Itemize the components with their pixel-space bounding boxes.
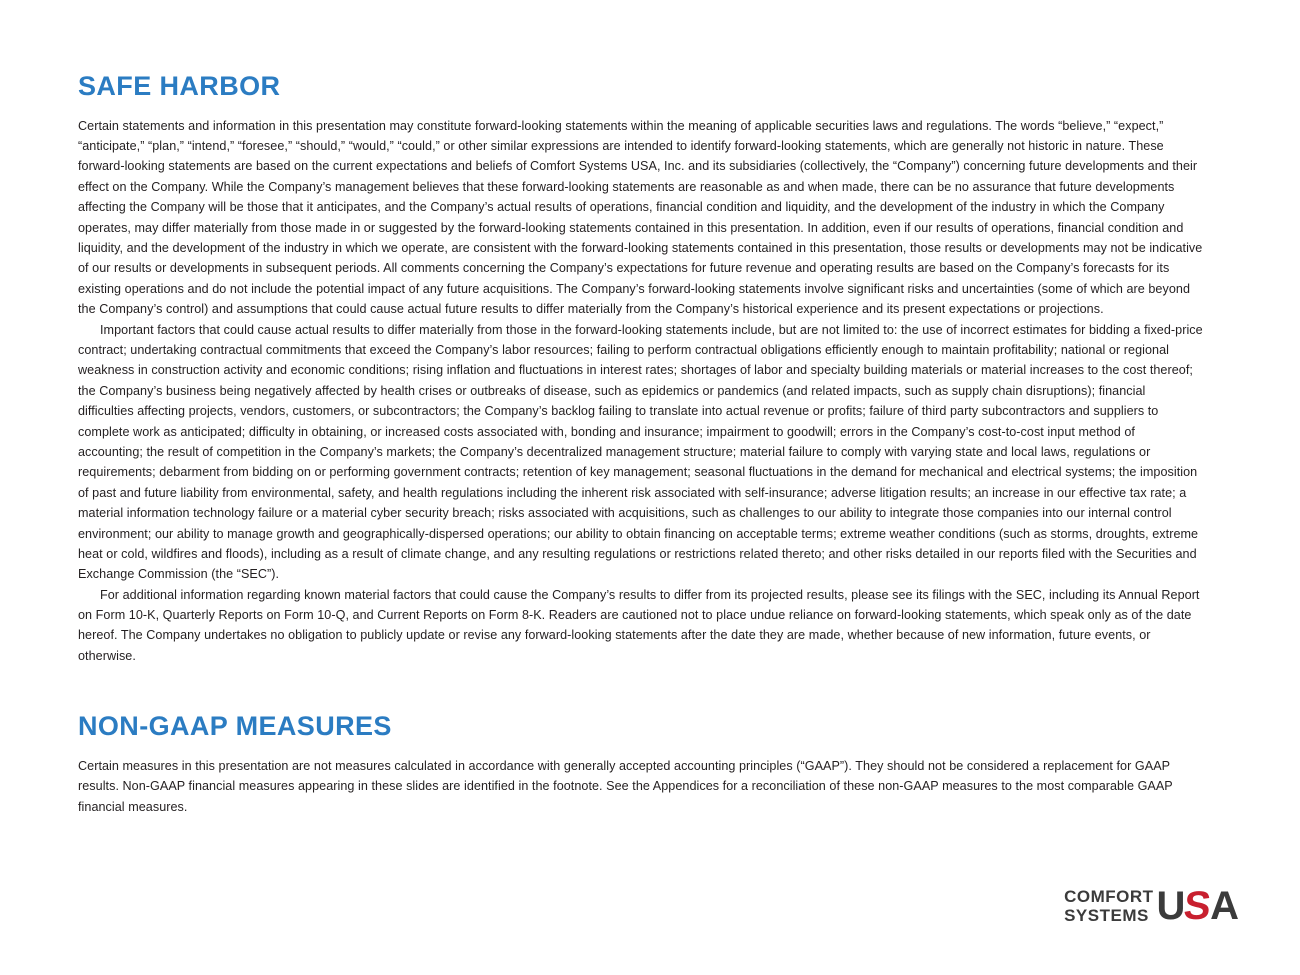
comfort-systems-usa-logo bbox=[1064, 885, 1238, 927]
logo-usa-mark bbox=[1157, 886, 1238, 926]
logo-wordmark bbox=[1064, 888, 1153, 924]
page-title: SAFE HARBOR bbox=[78, 71, 281, 101]
logo-line-1: COMFORT bbox=[1064, 887, 1154, 906]
logo-letter-u: U bbox=[1156, 884, 1185, 928]
slide-content bbox=[78, 72, 1203, 817]
non-gaap-title: NON-GAAP MEASURES bbox=[78, 711, 392, 742]
logo-letter-s: S bbox=[1182, 884, 1213, 928]
logo-letter-a: A bbox=[1210, 884, 1238, 928]
safe-harbor-paragraph-2: Important factors that could cause actual results to differ materially from those in the forward-looking statements include, but are not limited to: the use of incorrect estimates for bidding a fixed-price contract; undertaking contractual commitments that exceed the Company’s labor resources; failing to perform contractual obligations efficiently enough to maintain profitability; national or regional weakness in construction activity and economic conditions; rising inflation and fluctuations in interest rates; shortages of labor and specialty building materials or material increases to the cost thereof; the Company’s business being negatively affected by health crises or outbreaks of disease, such as epidemics or pandemics (and related impacts, such as supply chain disruptions); financial difficulties affecting projects, vendors, customers, or subcontractors; the Company’s backlog failing to translate into actual revenue or profits; failure of third party subcontractors and suppliers to complete work as anticipated; difficulty in obtaining, or increased costs associated with, bonding and insurance; impairment to goodwill; errors in the Company’s cost-to-cost input method of accounting; the result of competition in the Company’s markets; the Company’s decentralized management structure; material failure to comply with varying state and local laws, regulations or requirements; debarment from bidding on or performing government contracts; retention of key management; seasonal fluctuations in the demand for mechanical and electrical systems; the imposition of past and future liability from environmental, safety, and health regulations including the inherent risk associated with self-insurance; adverse litigation results; an increase in our effective tax rate; a material information technology failure or a material cyber security breach; risks associated with acquisitions, such as challenges to our ability to integrate those companies into our internal control environment; our ability to manage growth and geographically-dispersed operations; our ability to obtain financing on acceptable terms; extreme weather conditions (such as storms, droughts, extreme heat or cold, wildfires and floods), including as a result of climate change, and any resulting regulations or restrictions related thereto; and other risks detailed in our reports filed with the Securities and Exchange Commission (the “SEC”). bbox=[78, 322, 1203, 582]
safe-harbor-paragraph-1: Certain statements and information in this presentation may constitute forward-looking statements within the meaning of applicable securities laws and regulations. The words “believe,” “expect,” “anticipate,” “plan,” “intend,” “foresee,” “should,” “would,” “could,” or other similar expressions are intended to identify forward-looking statements, which are generally not historic in nature. These forward-looking statements are based on the current expectations and beliefs of Comfort Systems USA, Inc. and its subsidiaries (collectively, the “Company”) concerning future developments and their effect on the Company. While the Company’s management believes that these forward-looking statements are reasonable as and when made, there can be no assurance that future developments affecting the Company will be those that it anticipates, and the Company’s actual results of operations, financial condition and liquidity, and the development of the industry in which the Company operates, may differ materially from those made in or suggested by the forward-looking statements contained in this presentation. In addition, even if our results of operations, financial condition and liquidity, and the development of the industry in which we operate, are consistent with the forward-looking statements contained in this presentation, those results or developments may not be indicative of our results or developments in subsequent periods. All comments concerning the Company’s expectations for future revenue and operating results are based on the Company’s forecasts for its existing operations and do not include the potential impact of any future acquisitions. The Company’s forward-looking statements involve significant risks and uncertainties (some of which are beyond the Company’s control) and assumptions that could cause actual future results to differ materially from the Company’s historical experience and its present expectations or projections. bbox=[78, 118, 1203, 317]
non-gaap-paragraph-1: Certain measures in this presentation are not measures calculated in accordance with generally accepted accounting principles (“GAAP”). They should not be considered a replacement for GAAP results. Non-GAAP financial measures appearing in these slides are identified in the footnote. See the Appendices for a reconciliation of these non-GAAP measures to the most comparable GAAP financial measures. bbox=[78, 758, 1173, 814]
safe-harbor-paragraph-3: For additional information regarding known material factors that could cause the Company’s results to differ from its projected results, please see its filings with the SEC, including its Annual Report on Form 10-K, Quarterly Reports on Form 10-Q, and Current Reports on Form 8-K. Readers are cautioned not to place undue reliance on forward-looking statements, which speak only as of the date hereof. The Company undertakes no obligation to publicly update or revise any forward-looking statements after the date they are made, whether because of new information, future events, or otherwise. bbox=[78, 587, 1200, 663]
logo-line-2: SYSTEMS bbox=[1064, 906, 1149, 925]
